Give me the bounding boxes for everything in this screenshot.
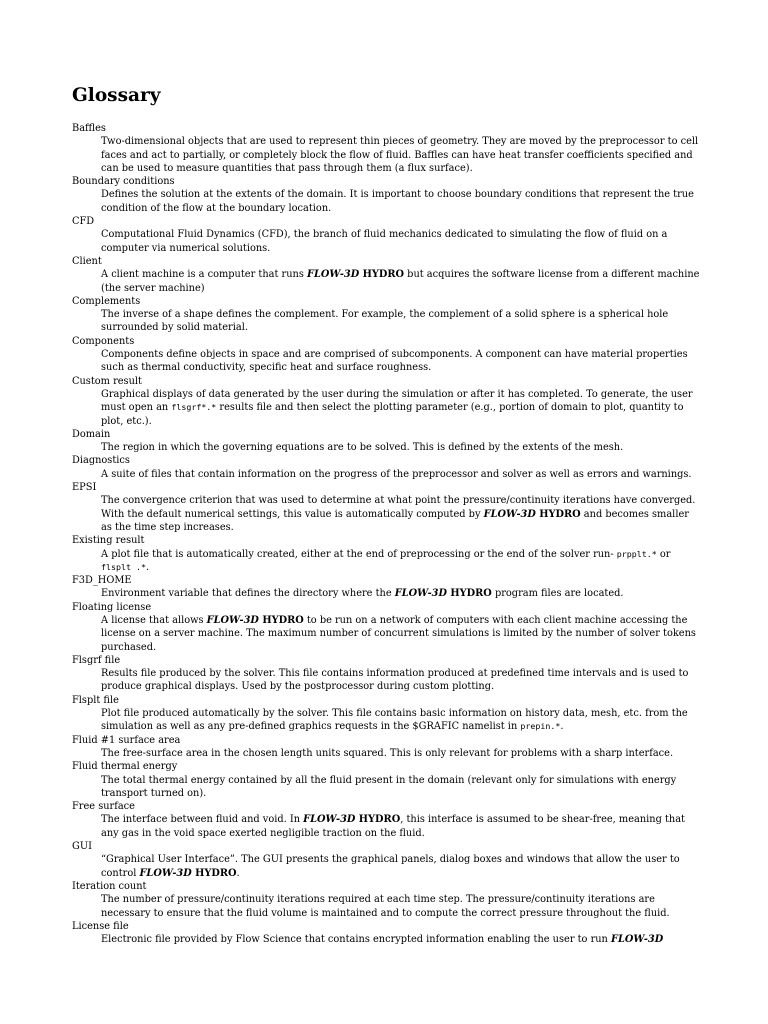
glossary-page (72, 84, 702, 946)
definition-text: Plot file produced automatically by the solver. This file contains basic information on history data, mesh, etc. from the simulation as well as any pre-defined graphics requests in the $GRAFIC namelist in (101, 708, 688, 733)
product-name (611, 934, 663, 945)
definition-text: The free-surface area in the chosen length units squared. This is only relevant for problems with a sharp interface. (101, 747, 674, 759)
definition-text: and becomes smaller as the time step increases. (101, 508, 689, 533)
glossary-term: F3D_HOME (72, 575, 132, 587)
glossary-definition (101, 933, 702, 946)
product-name-suffix: HYDRO (355, 814, 401, 826)
glossary-term: Flsplt file (72, 694, 119, 706)
definition-text: A client machine is a computer that runs (101, 269, 307, 281)
glossary-definition (101, 667, 702, 694)
glossary-definition (101, 774, 702, 801)
file-pattern: prepin.* (520, 721, 561, 732)
glossary-definition (101, 853, 702, 880)
glossary-definition (101, 468, 702, 481)
glossary-term: EPSI (72, 482, 97, 494)
glossary-definition (101, 348, 702, 375)
glossary-term: Client (72, 255, 102, 267)
glossary-definition (101, 135, 702, 175)
glossary-term: Complements (72, 295, 141, 307)
glossary-definition (101, 268, 702, 295)
glossary-definition (101, 813, 702, 840)
file-pattern: prpplt.* (616, 548, 657, 559)
glossary-definition (101, 707, 702, 734)
definition-text: or (656, 548, 671, 560)
glossary-definition (101, 188, 702, 215)
glossary-definition (101, 441, 702, 454)
glossary-term: Fluid thermal energy (72, 761, 178, 773)
product-name-suffix: HYDRO (447, 588, 492, 600)
glossary-definition (101, 388, 702, 428)
definition-text: Computational Fluid Dynamics (CFD), the branch of fluid mechanics dedicated to simulating the flow of fluid on a computer via numerical solutions. (101, 229, 668, 254)
page-title: Glossary (72, 85, 161, 106)
product-name (303, 814, 400, 825)
glossary-term: Custom result (72, 375, 142, 387)
definition-text: The interface between fluid and void. In (101, 814, 304, 826)
definition-text: “Graphical User Interface”. The GUI presents the graphical panels, dialog boxes and windows that allow the user to control (101, 854, 680, 879)
file-pattern: flsplt .* (101, 561, 146, 572)
glossary-term: Baffles (72, 123, 106, 134)
product-name-suffix: HYDRO (258, 614, 304, 626)
definition-text: The number of pressure/continuity iterations required at each time step. The pressure/continuity iterations are necessary to ensure that the fluid volume is maintained and to compute the correct pressure throughout the fluid. (101, 894, 670, 919)
glossary-definition (101, 228, 702, 255)
definition-text: Components define objects in space and are comprised of subcomponents. A component can have material properties such as thermal conductivity, specific heat and surface roughness. (101, 349, 688, 374)
glossary-term: Diagnostics (72, 455, 130, 467)
glossary-definition (101, 614, 702, 654)
product-name-suffix: HYDRO (359, 269, 405, 281)
product-name-italic: FLOW-3D (303, 814, 356, 826)
glossary-term: Components (72, 335, 135, 347)
glossary-definition (101, 308, 702, 335)
glossary-term: Domain (72, 428, 111, 440)
definition-text: program files are located. (491, 588, 624, 600)
product-name (484, 509, 581, 520)
product-name (139, 868, 236, 879)
product-name-italic: FLOW-3D (610, 934, 664, 946)
definition-text: The inverse of a shape defines the complement. For example, the complement of a solid sphere is a spherical hole surrounded by solid material. (101, 309, 669, 334)
definition-text: Graphical displays of data generated by the user during the simulation or after it has completed. To generate, the user must open an (101, 388, 693, 414)
glossary-definition (101, 494, 702, 534)
file-pattern: flsgrf*.* (171, 402, 217, 413)
definition-text: The total thermal energy contained by all the fluid present in the domain (relevant only for simulations with energy transport turned on). (101, 774, 677, 799)
glossary-term: Iteration count (72, 880, 147, 892)
glossary-term: Boundary conditions (72, 176, 175, 188)
glossary-term: Fluid #1 surface area (72, 734, 181, 746)
definition-text: A plot file that is automatically created, either at the end of preprocessing or the end of the solver run- (101, 548, 617, 560)
product-name-suffix: HYDRO (535, 508, 581, 520)
definition-text: A suite of files that contain information on the progress of the preprocessor and solver as well as errors and warnings. (101, 468, 692, 480)
definition-text: Results file produced by the solver. This file contains information produced at predefined time intervals and is used to produce graphical displays. Used by the postprocessor during custom plotting. (101, 668, 689, 693)
definition-text: . (236, 867, 240, 879)
glossary-definition (101, 893, 702, 920)
glossary-term: CFD (72, 216, 95, 228)
product-name-italic: FLOW-3D (139, 867, 192, 879)
definition-text: but acquires the software license from a different machine (the server machine) (101, 269, 700, 294)
glossary-term: License file (72, 920, 129, 932)
glossary-term: Flsgrf file (72, 654, 121, 666)
definition-text: The region in which the governing equations are to be solved. This is defined by the extents of the mesh. (101, 442, 624, 454)
definition-text: . (145, 561, 150, 573)
product-name (207, 615, 304, 626)
product-name-italic: FLOW-3D (306, 269, 360, 281)
glossary-definition (101, 587, 702, 600)
definition-text: The convergence criterion that was used to determine at what point the pressure/continuity iterations have converged. With the default numerical settings, this value is automatically computed by (101, 495, 696, 520)
glossary-term: GUI (72, 841, 92, 853)
definition-text: A license that allows (101, 614, 207, 626)
glossary-definition (101, 747, 702, 760)
product-name (395, 588, 492, 599)
product-name-italic: FLOW-3D (206, 614, 259, 626)
definition-text: Two-dimensional objects that are used to represent thin pieces of geometry. They are moved by the preprocessor to cell faces and act to partially, or completely block the flow of fluid. Baffles can have heat transfer coefficients specified and can be used to measure quantities that pass through them (a flux surface). (101, 136, 699, 174)
product-name-italic: FLOW-3D (394, 588, 447, 600)
glossary-term: Free surface (72, 801, 135, 813)
definition-text: Environment variable that defines the directory where the (101, 588, 395, 600)
glossary-list (72, 122, 702, 946)
definition-text: Electronic file provided by Flow Science that contains encrypted information enabling the user to run (101, 934, 611, 946)
definition-text: results file and then select the plotting parameter (e.g., portion of domain to plot, quantity to plot, etc.). (101, 402, 684, 427)
glossary-definition (101, 548, 702, 575)
product-name (307, 269, 404, 280)
product-name-italic: FLOW-3D (483, 508, 536, 520)
definition-text: . (560, 721, 564, 733)
product-name-suffix: HYDRO (191, 867, 237, 879)
definition-text: , this interface is assumed to be shear-free, meaning that any gas in the void space exerted negligible traction on the fluid. (101, 814, 685, 839)
glossary-term: Floating license (72, 601, 152, 613)
glossary-term: Existing result (72, 535, 145, 547)
definition-text: Defines the solution at the extents of the domain. It is important to choose boundary conditions that represent the true condition of the flow at the boundary location. (101, 189, 694, 214)
definition-text: to be run on a network of computers with each client machine accessing the license on a server machine. The maximum number of concurrent simulations is limited by the number of solver tokens purchased. (101, 614, 696, 653)
